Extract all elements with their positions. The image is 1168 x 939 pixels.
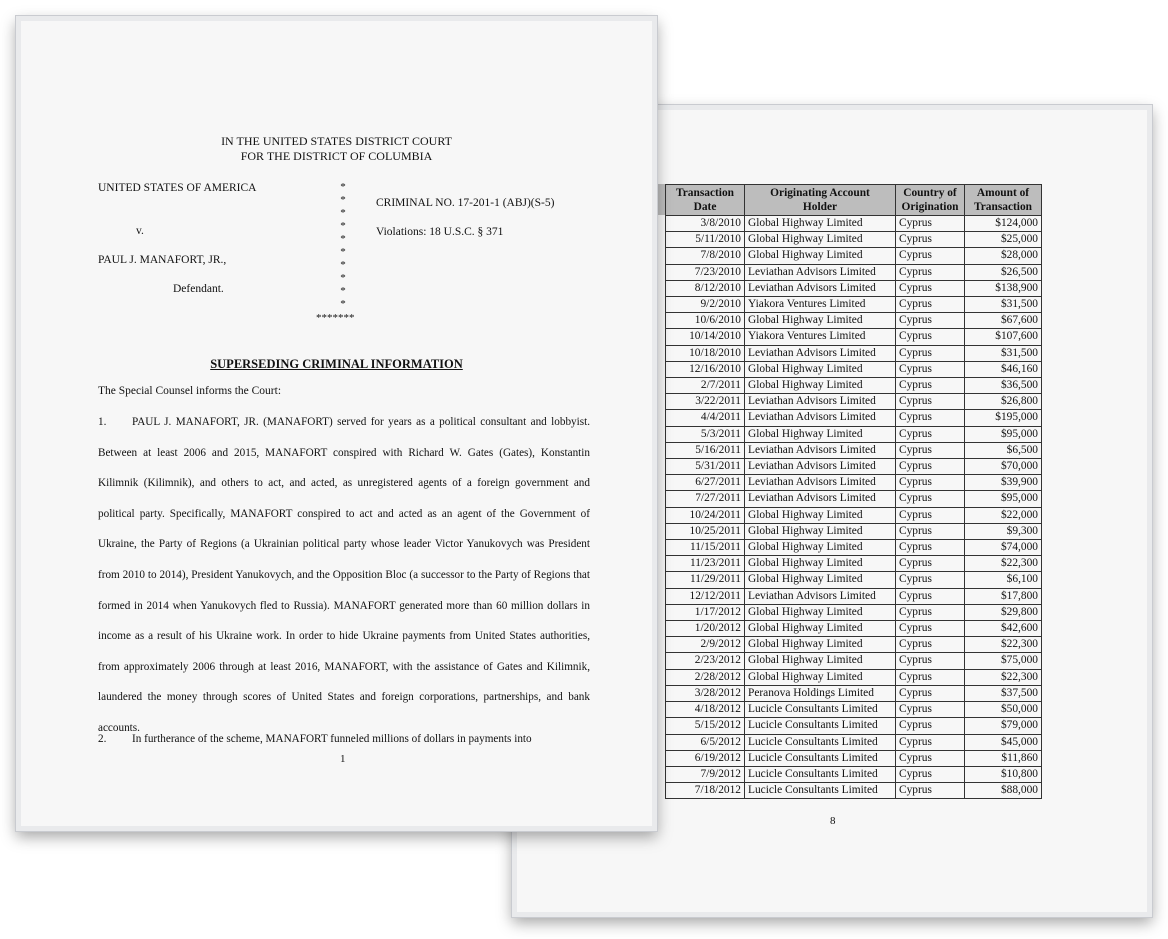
table-row: [666, 394, 1042, 410]
account-holder-cell: Leviathan Advisors Limited: [745, 345, 896, 361]
transaction-date-cell: 12/12/2011: [666, 588, 745, 604]
transaction-date-cell: 5/31/2011: [666, 459, 745, 475]
table-row: [666, 572, 1042, 588]
transaction-date-cell: 8/12/2010: [666, 280, 745, 296]
table-row: [666, 297, 1042, 313]
violations: Violations: 18 U.S.C. § 371: [376, 226, 504, 238]
country-cell: Cyprus: [896, 394, 965, 410]
column-header: [666, 185, 745, 216]
transaction-date-cell: 10/14/2010: [666, 329, 745, 345]
amount-cell: $28,000: [965, 248, 1042, 264]
amount-cell: $11,860: [965, 750, 1042, 766]
transaction-date-cell: 5/16/2011: [666, 442, 745, 458]
table-row: [666, 685, 1042, 701]
account-holder-cell: Lucicle Consultants Limited: [745, 750, 896, 766]
country-cell: Cyprus: [896, 232, 965, 248]
country-cell: Cyprus: [896, 378, 965, 394]
table-row: [666, 783, 1042, 799]
transaction-date-cell: 6/27/2011: [666, 475, 745, 491]
table-row: [666, 459, 1042, 475]
caption-star: *: [340, 285, 346, 297]
table-row: [666, 345, 1042, 361]
caption-stars: [338, 181, 348, 311]
table-row: [666, 653, 1042, 669]
account-holder-cell: Leviathan Advisors Limited: [745, 491, 896, 507]
document-title: SUPERSEDING CRIMINAL INFORMATION: [210, 357, 463, 371]
transaction-date-cell: 6/19/2012: [666, 750, 745, 766]
transaction-date-cell: 5/3/2011: [666, 426, 745, 442]
amount-cell: $95,000: [965, 426, 1042, 442]
column-header: [965, 185, 1042, 216]
column-header: [896, 185, 965, 216]
amount-cell: $36,500: [965, 378, 1042, 394]
table-row: [666, 248, 1042, 264]
amount-cell: $79,000: [965, 718, 1042, 734]
country-cell: Cyprus: [896, 475, 965, 491]
table-row: [666, 718, 1042, 734]
amount-cell: $95,000: [965, 491, 1042, 507]
amount-cell: $50,000: [965, 702, 1042, 718]
transaction-date-cell: 11/23/2011: [666, 556, 745, 572]
amount-cell: $6,500: [965, 442, 1042, 458]
account-holder-cell: Leviathan Advisors Limited: [745, 410, 896, 426]
amount-cell: $46,160: [965, 361, 1042, 377]
amount-cell: $42,600: [965, 621, 1042, 637]
account-holder-cell: Yiakora Ventures Limited: [745, 329, 896, 345]
account-holder-cell: Leviathan Advisors Limited: [745, 394, 896, 410]
amount-cell: $22,300: [965, 669, 1042, 685]
column-header-line: Amount of: [976, 187, 1030, 199]
table-body: [666, 216, 1042, 799]
transaction-date-cell: 7/18/2012: [666, 783, 745, 799]
country-cell: Cyprus: [896, 653, 965, 669]
transaction-date-cell: 3/8/2010: [666, 216, 745, 232]
account-holder-cell: Global Highway Limited: [745, 653, 896, 669]
amount-cell: $37,500: [965, 685, 1042, 701]
table-row: [666, 280, 1042, 296]
country-cell: Cyprus: [896, 685, 965, 701]
country-cell: Cyprus: [896, 345, 965, 361]
transaction-date-cell: 2/23/2012: [666, 653, 745, 669]
caption-star: *: [340, 272, 346, 284]
table-row: [666, 329, 1042, 345]
table-row: [666, 475, 1042, 491]
amount-cell: $39,900: [965, 475, 1042, 491]
country-cell: Cyprus: [896, 442, 965, 458]
transaction-date-cell: 9/2/2010: [666, 297, 745, 313]
amount-cell: $70,000: [965, 459, 1042, 475]
country-cell: Cyprus: [896, 248, 965, 264]
country-cell: Cyprus: [896, 297, 965, 313]
amount-cell: $31,500: [965, 345, 1042, 361]
intro-sentence: The Special Counsel informs the Court:: [98, 385, 282, 397]
column-header: [745, 185, 896, 216]
transaction-date-cell: 5/11/2010: [666, 232, 745, 248]
caption-star: *: [340, 298, 346, 310]
document-page-1: [16, 16, 657, 831]
transaction-date-cell: 11/29/2011: [666, 572, 745, 588]
transaction-date-cell: 4/18/2012: [666, 702, 745, 718]
country-cell: Cyprus: [896, 621, 965, 637]
country-cell: Cyprus: [896, 702, 965, 718]
transaction-date-cell: 3/22/2011: [666, 394, 745, 410]
table-row: [666, 264, 1042, 280]
account-holder-cell: Yiakora Ventures Limited: [745, 297, 896, 313]
amount-cell: $107,600: [965, 329, 1042, 345]
amount-cell: $195,000: [965, 410, 1042, 426]
table-row: [666, 313, 1042, 329]
amount-cell: $45,000: [965, 734, 1042, 750]
account-holder-cell: Global Highway Limited: [745, 572, 896, 588]
column-header-line: Originating Account: [770, 187, 870, 199]
page-number: 1: [340, 753, 346, 765]
account-holder-cell: Global Highway Limited: [745, 248, 896, 264]
table-header-row: [666, 185, 1042, 216]
table-row: [666, 442, 1042, 458]
transaction-date-cell: 2/9/2012: [666, 637, 745, 653]
amount-cell: $138,900: [965, 280, 1042, 296]
paragraph-2-text: In furtherance of the scheme, MANAFORT funneled millions of dollars in payments into: [132, 733, 532, 745]
table-row: [666, 523, 1042, 539]
column-header-line: Transaction: [675, 187, 734, 199]
amount-cell: $6,100: [965, 572, 1042, 588]
account-holder-cell: Global Highway Limited: [745, 426, 896, 442]
account-holder-cell: Lucicle Consultants Limited: [745, 702, 896, 718]
account-holder-cell: Global Highway Limited: [745, 523, 896, 539]
transaction-date-cell: 5/15/2012: [666, 718, 745, 734]
table-row: [666, 604, 1042, 620]
page-number: 8: [830, 815, 836, 827]
column-header-line: Transaction: [973, 201, 1032, 213]
caption-star: *: [340, 246, 346, 258]
account-holder-cell: Leviathan Advisors Limited: [745, 280, 896, 296]
country-cell: Cyprus: [896, 750, 965, 766]
country-cell: Cyprus: [896, 507, 965, 523]
transaction-date-cell: 1/17/2012: [666, 604, 745, 620]
transaction-date-cell: 2/28/2012: [666, 669, 745, 685]
table-row: [666, 361, 1042, 377]
court-line-2: FOR THE DISTRICT OF COLUMBIA: [240, 149, 433, 163]
transaction-date-cell: 6/5/2012: [666, 734, 745, 750]
caption-star: *: [340, 220, 346, 232]
country-cell: Cyprus: [896, 572, 965, 588]
country-cell: Cyprus: [896, 491, 965, 507]
country-cell: Cyprus: [896, 410, 965, 426]
account-holder-cell: Lucicle Consultants Limited: [745, 734, 896, 750]
table-row: [666, 766, 1042, 782]
transaction-date-cell: 10/25/2011: [666, 523, 745, 539]
account-holder-cell: Global Highway Limited: [745, 621, 896, 637]
table-row: [666, 556, 1042, 572]
account-holder-cell: Leviathan Advisors Limited: [745, 475, 896, 491]
amount-cell: $10,800: [965, 766, 1042, 782]
amount-cell: $25,000: [965, 232, 1042, 248]
column-header-line: Holder: [802, 201, 838, 213]
paragraph-1: [98, 407, 590, 744]
plaintiff: UNITED STATES OF AMERICA: [98, 182, 257, 194]
amount-cell: $75,000: [965, 653, 1042, 669]
country-cell: Cyprus: [896, 604, 965, 620]
country-cell: Cyprus: [896, 718, 965, 734]
amount-cell: $26,500: [965, 264, 1042, 280]
account-holder-cell: Peranova Holdings Limited: [745, 685, 896, 701]
caption-star-row: *******: [316, 312, 355, 324]
account-holder-cell: Global Highway Limited: [745, 216, 896, 232]
transaction-date-cell: 1/20/2012: [666, 621, 745, 637]
defendant-name: PAUL J. MANAFORT, JR.,: [98, 254, 227, 266]
transaction-date-cell: 10/24/2011: [666, 507, 745, 523]
court-line-1: IN THE UNITED STATES DISTRICT COURT: [221, 134, 452, 148]
transaction-date-cell: 10/6/2010: [666, 313, 745, 329]
amount-cell: $22,000: [965, 507, 1042, 523]
table-row: [666, 426, 1042, 442]
account-holder-cell: Global Highway Limited: [745, 313, 896, 329]
account-holder-cell: Lucicle Consultants Limited: [745, 766, 896, 782]
amount-cell: $17,800: [965, 588, 1042, 604]
account-holder-cell: Leviathan Advisors Limited: [745, 588, 896, 604]
column-header-line: Origination: [901, 201, 959, 213]
table-row: [666, 621, 1042, 637]
paragraph-1-text: PAUL J. MANAFORT, JR. (MANAFORT) served for years as a political consultant and lobbyist. Between at least 2006 and 2015, MANAFORT conspired with Richard W. Gates (Gates), Konstantin Kilimnik (Kilimnik), and others to act, and acted, as unregistered agents of a foreign government and political party. Specifically, MANAFORT conspired to act and acted as an agent of the Government of Ukraine, the Party of Regions (a Ukrainian political party whose leader Victor Yanukovych was President from 2010 to 2014), President Yanukovych, and the Opposition Bloc (a successor to the Party of Regions that formed in 2014 when Yanukovych fled to Russia). MANAFORT generated more than 60 million dollars in income as a result of his Ukraine work. In order to hide Ukraine payments from United States authorities, from approximately 2006 through at least 2016, MANAFORT, with the assistance of Gates and Kilimnik, laundered the money through scores of United States and foreign corporations, partnerships, and bank accounts.: [98, 416, 590, 734]
amount-cell: $74,000: [965, 540, 1042, 556]
paragraph-2-number: 2.: [98, 733, 107, 745]
table-row: [666, 507, 1042, 523]
country-cell: Cyprus: [896, 556, 965, 572]
country-cell: Cyprus: [896, 280, 965, 296]
account-holder-cell: Leviathan Advisors Limited: [745, 264, 896, 280]
defendant-label: Defendant.: [173, 283, 224, 295]
amount-cell: $22,300: [965, 556, 1042, 572]
table-row: [666, 734, 1042, 750]
transaction-table-wrap: [665, 184, 1042, 799]
account-holder-cell: Leviathan Advisors Limited: [745, 459, 896, 475]
country-cell: Cyprus: [896, 669, 965, 685]
account-holder-cell: Leviathan Advisors Limited: [745, 442, 896, 458]
amount-cell: $22,300: [965, 637, 1042, 653]
table-row: [666, 410, 1042, 426]
transaction-date-cell: 7/9/2012: [666, 766, 745, 782]
transaction-date-cell: 7/23/2010: [666, 264, 745, 280]
table-row: [666, 702, 1042, 718]
column-header-line: Date: [693, 201, 717, 213]
transaction-date-cell: 11/15/2011: [666, 540, 745, 556]
account-holder-cell: Global Highway Limited: [745, 361, 896, 377]
paragraph-1-number: 1.: [98, 416, 107, 428]
country-cell: Cyprus: [896, 216, 965, 232]
account-holder-cell: Global Highway Limited: [745, 232, 896, 248]
table-row: [666, 750, 1042, 766]
transaction-date-cell: 7/27/2011: [666, 491, 745, 507]
criminal-number: CRIMINAL NO. 17-201-1 (ABJ)(S-5): [376, 197, 555, 209]
country-cell: Cyprus: [896, 637, 965, 653]
transaction-date-cell: 7/8/2010: [666, 248, 745, 264]
versus: v.: [136, 225, 144, 237]
amount-cell: $88,000: [965, 783, 1042, 799]
country-cell: Cyprus: [896, 766, 965, 782]
column-header-line: Country of: [903, 187, 957, 199]
caption-star: *: [340, 181, 346, 193]
country-cell: Cyprus: [896, 264, 965, 280]
transaction-date-cell: 4/4/2011: [666, 410, 745, 426]
paragraph-2: [98, 724, 590, 755]
transaction-date-cell: 3/28/2012: [666, 685, 745, 701]
account-holder-cell: Global Highway Limited: [745, 507, 896, 523]
caption-star: *: [340, 259, 346, 271]
transaction-date-cell: 10/18/2010: [666, 345, 745, 361]
caption-star: *: [340, 233, 346, 245]
transaction-date-cell: 2/7/2011: [666, 378, 745, 394]
table-row: [666, 637, 1042, 653]
country-cell: Cyprus: [896, 540, 965, 556]
account-holder-cell: Global Highway Limited: [745, 669, 896, 685]
country-cell: Cyprus: [896, 459, 965, 475]
account-holder-cell: Global Highway Limited: [745, 378, 896, 394]
amount-cell: $31,500: [965, 297, 1042, 313]
table-row: [666, 378, 1042, 394]
amount-cell: $9,300: [965, 523, 1042, 539]
table-row: [666, 588, 1042, 604]
amount-cell: $26,800: [965, 394, 1042, 410]
table-row: [666, 491, 1042, 507]
country-cell: Cyprus: [896, 313, 965, 329]
table-row: [666, 540, 1042, 556]
country-cell: Cyprus: [896, 329, 965, 345]
amount-cell: $67,600: [965, 313, 1042, 329]
court-heading: [21, 134, 652, 164]
account-holder-cell: Global Highway Limited: [745, 637, 896, 653]
country-cell: Cyprus: [896, 588, 965, 604]
account-holder-cell: Global Highway Limited: [745, 604, 896, 620]
account-holder-cell: Global Highway Limited: [745, 556, 896, 572]
transaction-date-cell: 12/16/2010: [666, 361, 745, 377]
transaction-table: [665, 184, 1042, 799]
amount-cell: $29,800: [965, 604, 1042, 620]
amount-cell: $124,000: [965, 216, 1042, 232]
table-row: [666, 232, 1042, 248]
table-row: [666, 669, 1042, 685]
country-cell: Cyprus: [896, 734, 965, 750]
account-holder-cell: Global Highway Limited: [745, 540, 896, 556]
caption-star: *: [340, 207, 346, 219]
country-cell: Cyprus: [896, 523, 965, 539]
table-row: [666, 216, 1042, 232]
country-cell: Cyprus: [896, 426, 965, 442]
account-holder-cell: Lucicle Consultants Limited: [745, 718, 896, 734]
country-cell: Cyprus: [896, 783, 965, 799]
account-holder-cell: Lucicle Consultants Limited: [745, 783, 896, 799]
caption-star: *: [340, 194, 346, 206]
country-cell: Cyprus: [896, 361, 965, 377]
